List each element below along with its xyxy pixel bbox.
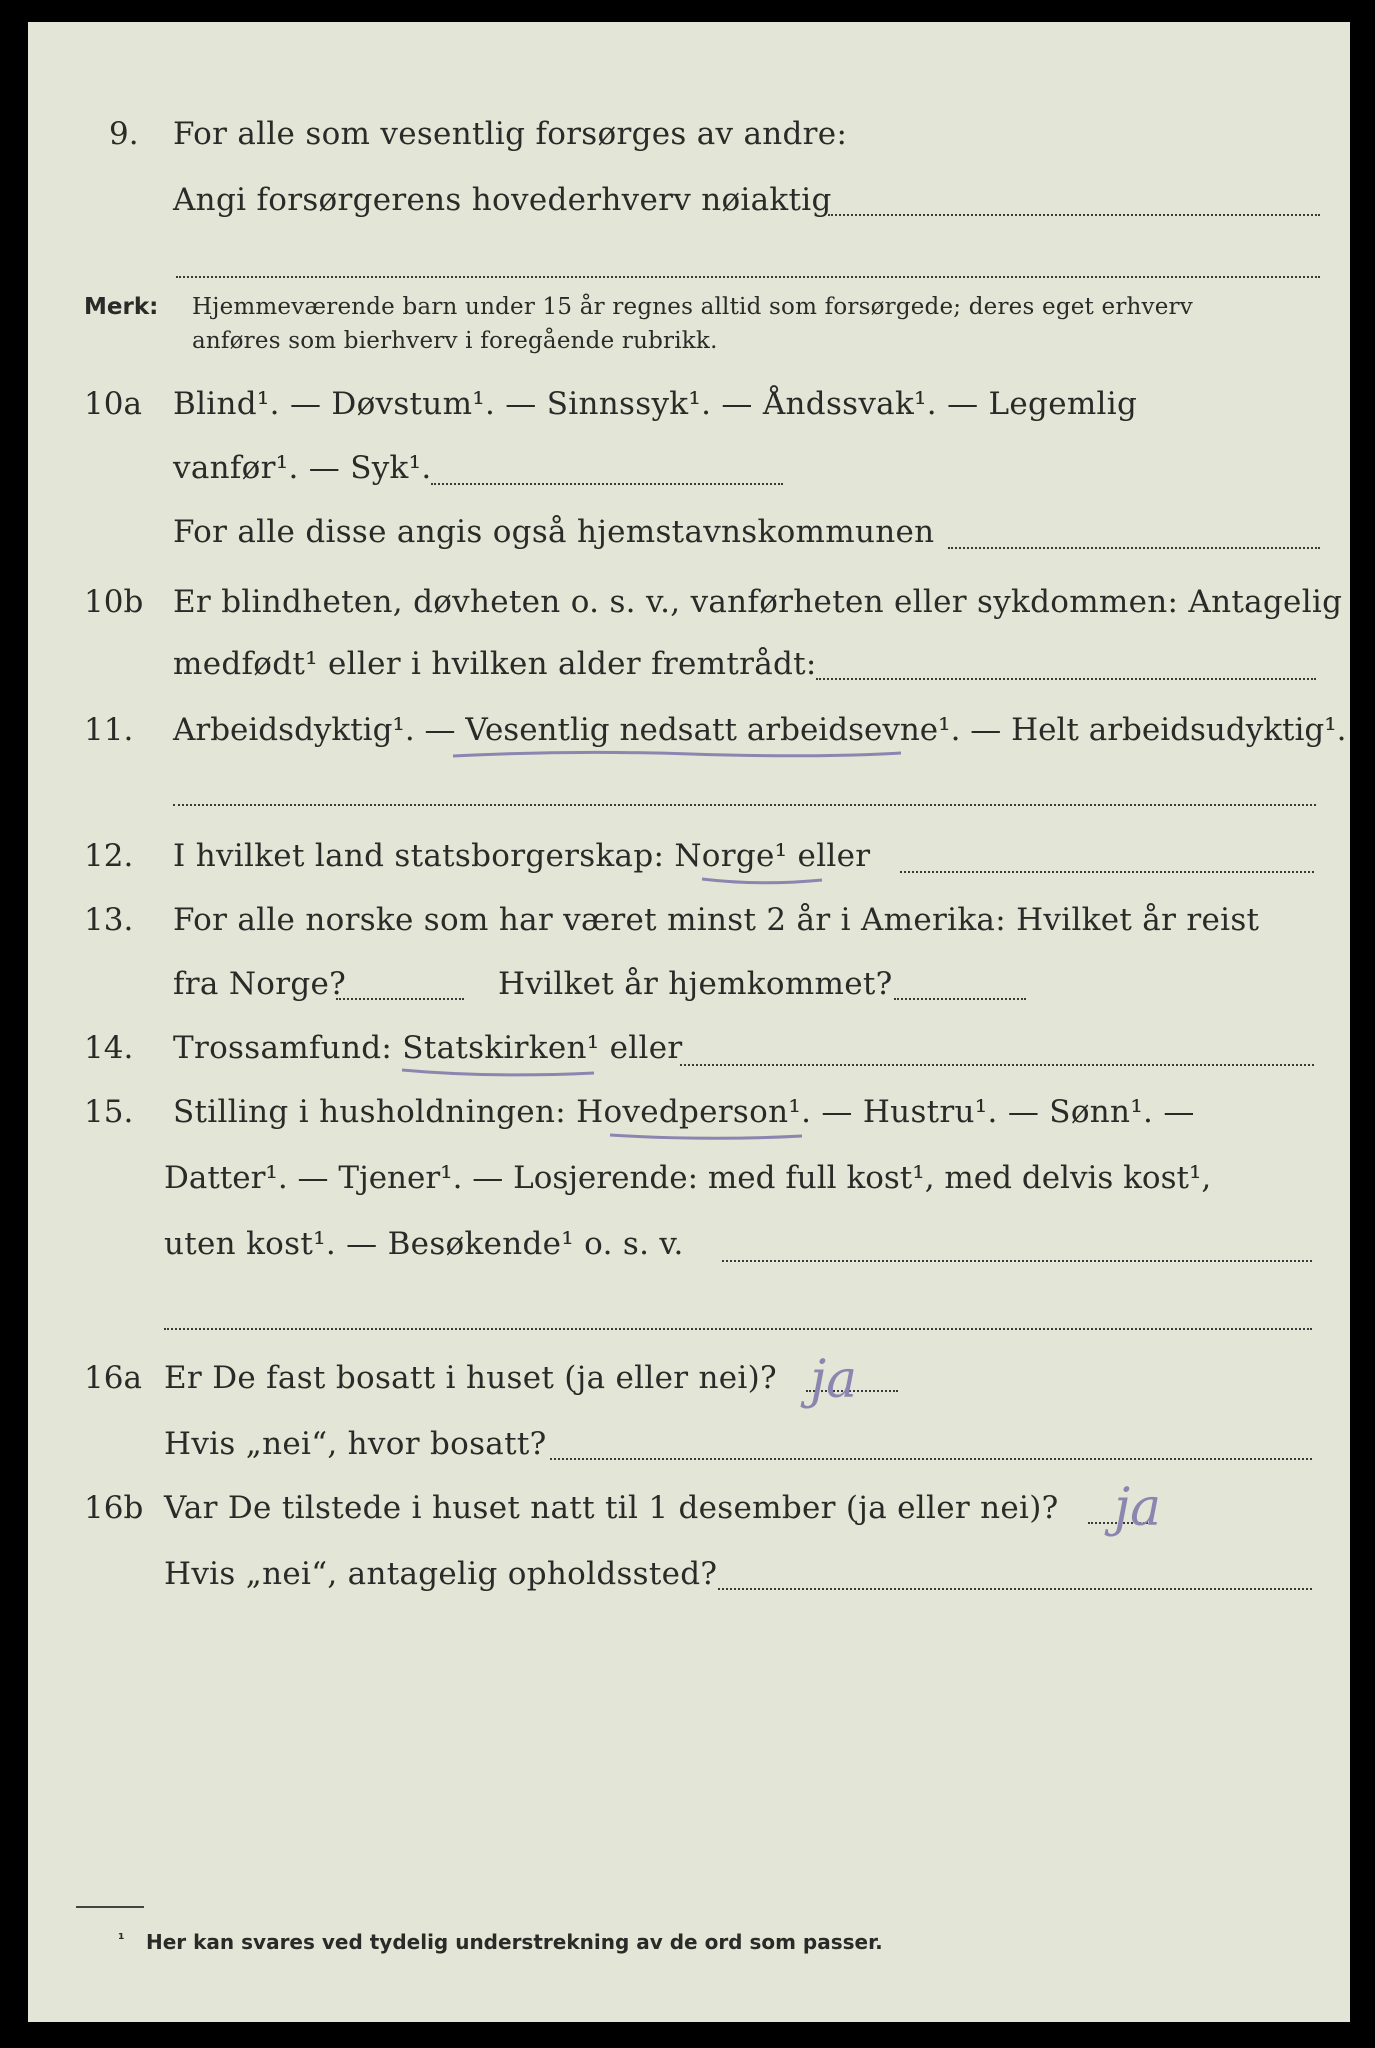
footnote-rule <box>76 1906 144 1908</box>
q12-number: 12. <box>84 838 134 874</box>
q9-number: 9. <box>109 116 139 152</box>
q15-pencil-underline <box>608 1130 804 1144</box>
q13-number: 13. <box>84 902 134 938</box>
q13-hjemkommet-field[interactable] <box>894 998 1026 1000</box>
q14-number: 14. <box>84 1030 134 1066</box>
q13-hjemkommet-label: Hvilket år hjemkommet? <box>498 966 893 1002</box>
q9-question: For alle som vesentlig forsørges av andre: <box>173 116 848 152</box>
merk-text-line2: anføres som bierhverv i foregående rubrikk. <box>192 328 718 354</box>
q16a-question: Er De fast bosatt i huset (ja eller nei)? <box>164 1360 777 1396</box>
q10a-options-line2: vanfør¹. — Syk¹. <box>173 450 432 486</box>
q11-pencil-underline <box>451 748 903 760</box>
q12-answer-field[interactable] <box>900 871 1314 873</box>
q10b-number: 10b <box>84 584 144 620</box>
q9-answer-field-2[interactable] <box>176 276 1320 278</box>
q16a-hvor-label: Hvis „nei“, hvor bosatt? <box>164 1426 547 1462</box>
q9-question-line2: Angi forsørgerens hovederhverv nøiaktig <box>173 182 832 218</box>
q16a-handwritten-answer: ja <box>810 1350 858 1410</box>
q15-number: 15. <box>84 1094 134 1130</box>
q10a-hjemstavn-label: For alle disse angis også hjemstavnskommunen <box>173 514 935 550</box>
q14-question: Trossamfund: Statskirken¹ eller <box>173 1030 683 1066</box>
q15-question: Stilling i husholdningen: Hovedperson¹. — Hustru¹. — Sønn¹. — <box>173 1094 1195 1130</box>
q15-answer-field[interactable] <box>722 1260 1312 1262</box>
q9-answer-field[interactable] <box>828 214 1320 216</box>
merk-label: Merk: <box>84 294 159 320</box>
q10b-question: Er blindheten, døvheten o. s. v., vanførheten eller sykdommen: Antagelig <box>173 584 1343 620</box>
q10a-answer-field[interactable] <box>431 483 783 485</box>
footnote-mark: ¹ <box>118 1930 125 1948</box>
q15-question-line2: Datter¹. — Tjener¹. — Losjerende: med full kost¹, med delvis kost¹, <box>164 1160 1212 1196</box>
q10b-answer-field[interactable] <box>816 678 1316 680</box>
q16b-question: Var De tilstede i huset natt til 1 desember (ja eller nei)? <box>164 1490 1059 1526</box>
q12-question: I hvilket land statsborgerskap: Norge¹ eller <box>173 838 871 874</box>
q10b-question-line2: medfødt¹ eller i hvilken alder fremtrådt: <box>173 646 817 682</box>
q10a-hjemstavn-field[interactable] <box>948 547 1320 549</box>
q16b-number: 16b <box>84 1490 144 1526</box>
q16a-number: 16a <box>84 1360 142 1396</box>
q10a-number: 10a <box>84 386 142 422</box>
q13-reist-field[interactable] <box>336 998 464 1000</box>
q13-reist-label: fra Norge? <box>173 966 347 1002</box>
merk-text: Hjemmeværende barn under 15 år regnes alltid som forsørgede; deres eget erhverv <box>192 294 1193 320</box>
census-form-page <box>28 22 1350 2022</box>
footnote-text: Her kan svares ved tydelig understrekning av de ord som passer. <box>146 1930 883 1954</box>
q15-question-line3: uten kost¹. — Besøkende¹ o. s. v. <box>164 1226 684 1262</box>
q12-pencil-underline <box>700 874 824 888</box>
q16b-handwritten-answer: ja <box>1114 1478 1162 1538</box>
q14-pencil-underline <box>400 1066 596 1080</box>
q11-answer-field[interactable] <box>173 804 1316 806</box>
q13-question: For alle norske som har været minst 2 år i Amerika: Hvilket år reist <box>173 902 1260 938</box>
q16b-opholdssted-field[interactable] <box>718 1588 1312 1590</box>
q15-answer-field-2[interactable] <box>164 1328 1312 1330</box>
q11-options: Arbeidsdyktig¹. — Vesentlig nedsatt arbeidsevne¹. — Helt arbeidsudyktig¹. <box>173 712 1347 748</box>
q11-number: 11. <box>84 712 134 748</box>
q16a-hvor-field[interactable] <box>550 1458 1312 1460</box>
q16b-opholdssted-label: Hvis „nei“, antagelig opholdssted? <box>164 1556 718 1592</box>
q10a-options: Blind¹. — Døvstum¹. — Sinnssyk¹. — Åndssvak¹. — Legemlig <box>173 386 1138 422</box>
q14-answer-field[interactable] <box>680 1064 1314 1066</box>
